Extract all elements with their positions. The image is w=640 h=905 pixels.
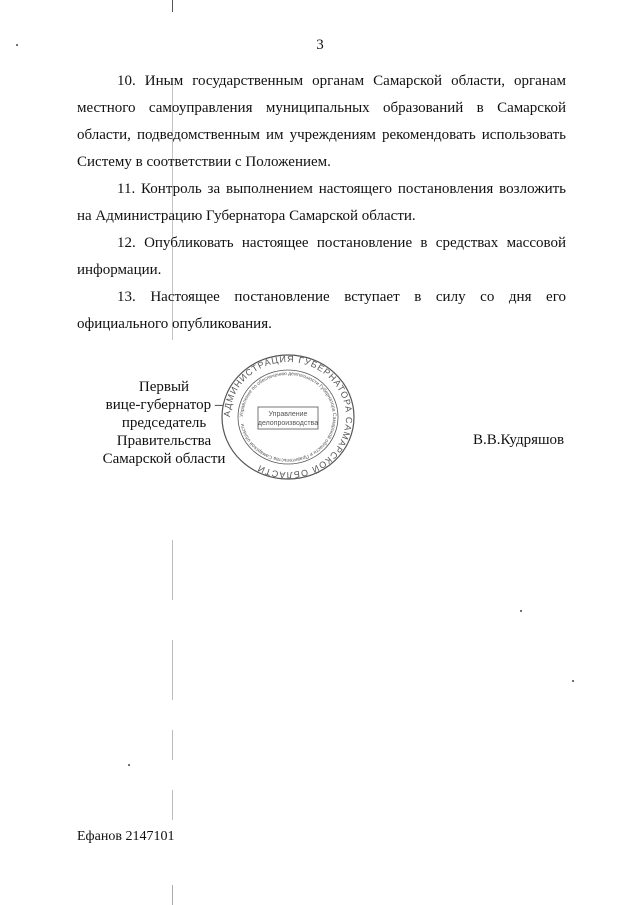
paragraph-11-rest: на Администрацию Губернатора Самарской области. — [77, 208, 416, 224]
scan-speck — [16, 44, 18, 46]
paragraph-13-rest: официального опубликования. — [77, 316, 272, 332]
page-number: 3 — [316, 37, 324, 53]
scan-fold-line — [172, 790, 173, 820]
paragraph-13-line1: 13. Настоящее постановление вступает в силу со дня его — [117, 289, 566, 305]
scan-fold-line — [172, 640, 173, 700]
signatory-title-line: вице-губернатор – — [105, 397, 223, 413]
scan-speck — [520, 610, 522, 612]
signatory-name: В.В.Кудряшов — [473, 432, 565, 448]
seal-outer-text: АДМИНИСТРАЦИЯ ГУБЕРНАТОРА САМАРСКОЙ ОБЛАСТИ — [221, 353, 355, 481]
scan-speck — [572, 680, 574, 682]
official-seal — [218, 352, 358, 482]
scan-fold-line — [172, 730, 173, 760]
signatory-title-line: Первый — [138, 379, 190, 395]
signatory-title-line: председатель Правительства — [116, 415, 212, 449]
footer-executor: Ефанов 2147101 — [77, 829, 175, 844]
seal-center-line: делопроизводства — [257, 420, 319, 427]
seal-center-line: Управление — [268, 411, 308, 418]
scan-fold-line — [172, 540, 173, 600]
paragraph-12-rest: информации. — [77, 262, 162, 278]
scan-fold-line — [172, 80, 173, 340]
scan-fold-line — [172, 885, 173, 905]
paragraph-10-rest: местного самоуправления муниципальных образований в Самарской области, подведомственным им учреждениям рекомендовать использовать Систему в соответствии с Положением. — [77, 100, 566, 170]
scan-fold-line — [172, 0, 173, 12]
paragraph-12-line1: 12. Опубликовать настоящее постановление в средствах массовой — [117, 235, 566, 251]
paragraph-11-line1: 11. Контроль за выполнением настоящего постановления возложить — [117, 181, 566, 197]
signatory-title-line: Самарской области — [102, 451, 226, 467]
paragraph-10-body — [77, 95, 566, 170]
paragraph-10-line1: 10. Иным государственным органам Самарской области, органам — [117, 73, 566, 89]
scan-speck — [128, 764, 130, 766]
seal-inner-text: Управление по обеспечению деятельности Губернатора Самарской области и Правительства Самарской области — [238, 370, 338, 464]
